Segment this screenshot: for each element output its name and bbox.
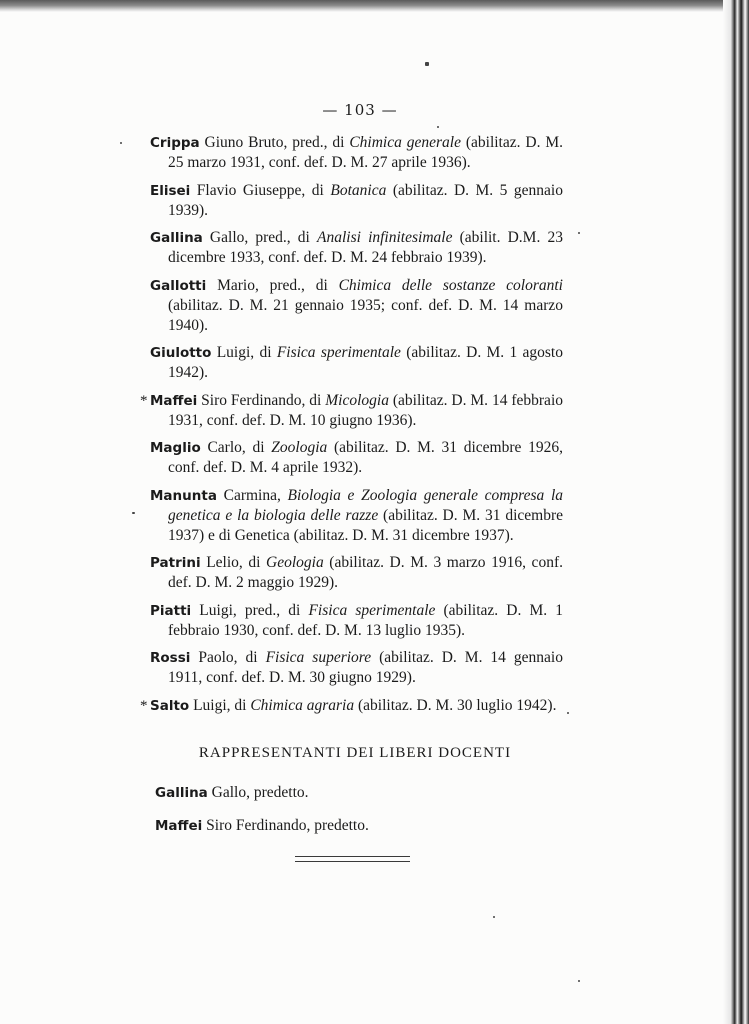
entry-details: Carlo, di: [200, 439, 272, 456]
ink-speck: [578, 232, 580, 234]
entry-subject: Fisica superiore: [265, 649, 372, 666]
entry-name: Rossi: [150, 650, 191, 666]
list-item: [150, 486, 563, 546]
entry-name: Manunta: [150, 487, 217, 504]
entry-subject: Zoologia: [271, 439, 328, 456]
entry-qualification: (abilitaz. D. M. 14 febbraio 1931, conf. def. D. M. 10 giugno 1936).: [168, 391, 563, 429]
list-item: [150, 343, 563, 383]
entry-subject: Geologia: [266, 554, 324, 571]
entry-qualification: (abilitaz. D. M. 14 gennaio 1911, conf. def. D. M. 30 giugno 1929).: [168, 649, 563, 686]
entry-name: Gallotti: [150, 277, 207, 294]
list-item: [140, 391, 563, 431]
entry-subject: Chimica delle sostanze coloranti: [338, 276, 563, 294]
entry-subject: Fisica sperimentale: [276, 344, 401, 361]
entry-subject: Botanica: [330, 181, 387, 199]
entry-qualification: (abilitaz. D. M. 5 gennaio 1939).: [168, 181, 563, 219]
list-item: [150, 601, 563, 641]
entry-details: Gallo, pred., di: [202, 229, 318, 246]
closing-double-rule: [295, 856, 410, 862]
list-item: [150, 276, 563, 336]
list-item: [150, 648, 563, 688]
entry-qualification: (abilitaz. D. M. 31 dicembre 1926, conf. def. D. M. 4 aprile 1932).: [168, 439, 563, 476]
entry-details: Flavio Giuseppe, di: [190, 181, 331, 199]
list-item: [150, 553, 563, 593]
rep-name: Gallina: [155, 785, 208, 801]
entry-qualification: (abilitaz. D. M. 30 luglio 1942).: [354, 696, 557, 714]
entry-subject: Chimica agraria: [250, 696, 355, 714]
rep-name: Maffei: [155, 818, 203, 834]
rep-details: Gallo, predetto.: [207, 784, 309, 801]
entry-qualification: (abilitaz. D. M. 3 marzo 1916, conf. def. D. M. 2 maggio 1929).: [168, 554, 563, 591]
entry-name: Maffei: [150, 392, 198, 409]
entry-name: Gallina: [150, 230, 203, 246]
entry-qualification: (abilitaz. D. M. 31 dicembre 1937) e di Genetica (abilitaz. D. M. 31 dicembre 1937).: [168, 506, 563, 544]
entry-subject: Chimica generale: [349, 134, 461, 151]
list-item: [140, 696, 563, 716]
entry-details: Paolo, di: [190, 649, 266, 666]
list-item: [155, 783, 555, 803]
entry-qualification: (abilitaz. D. M. 21 gennaio 1935; conf. def. D. M. 14 marzo 1940).: [168, 296, 563, 334]
asterisk-marker: *: [140, 392, 148, 409]
list-item: [155, 816, 555, 836]
entry-details: Luigi, di: [211, 344, 277, 361]
representatives-list: [155, 783, 555, 849]
entry-name: Patrini: [150, 555, 201, 571]
entry-details: Lelio, di: [200, 554, 267, 571]
page-number: — 103 —: [322, 101, 398, 119]
scan-top-edge: [0, 0, 749, 12]
entry-details: Giuno Bruto, pred., di: [199, 134, 350, 151]
list-item: [150, 228, 563, 268]
entry-qualification: (abilitaz. D. M. 1 agosto 1942).: [168, 344, 563, 381]
rep-details: Siro Ferdinando, predetto.: [202, 817, 369, 834]
ink-speck: [567, 712, 569, 714]
entry-name: Salto: [150, 697, 190, 714]
entry-details: Mario, pred., di: [206, 276, 339, 294]
book-spine-edge: [723, 0, 749, 1024]
entry-name: Maglio: [150, 440, 201, 456]
ink-speck: [425, 62, 429, 66]
ink-speck: [578, 980, 580, 982]
entry-details: Luigi, di: [189, 696, 251, 714]
entry-subject: Fisica sperimentale: [308, 601, 436, 619]
entry-subject: Analisi infinitesimale: [317, 229, 453, 246]
entry-name: Giulotto: [150, 345, 212, 361]
entry-details: Carmina,: [216, 486, 288, 504]
ink-speck: [493, 916, 495, 918]
list-item: [150, 133, 563, 173]
docenti-list: [140, 133, 563, 723]
ink-speck: [132, 512, 135, 514]
entry-qualification: (abilit. D.M. 23 dicembre 1933, conf. def. D. M. 24 febbraio 1939).: [168, 229, 563, 266]
entry-name: Crippa: [150, 135, 200, 151]
entry-subject: Micologia: [325, 391, 389, 409]
entry-name: Elisei: [150, 182, 191, 199]
list-item: [150, 438, 563, 478]
asterisk-marker: *: [140, 697, 148, 714]
ink-speck: [120, 142, 122, 144]
entry-name: Piatti: [150, 602, 192, 619]
entry-subject: Biologia e Zoologia generale compresa la genetica e la biologia delle razze: [168, 486, 563, 524]
entry-details: Luigi, pred., di: [191, 601, 309, 619]
entry-qualification: (abilitaz. D. M. 1 febbraio 1930, conf. def. D. M. 13 luglio 1935).: [168, 601, 563, 639]
list-item: [150, 181, 563, 221]
section-title: RAPPRESENTANTI DEI LIBERI DOCENTI: [198, 745, 512, 761]
entry-qualification: (abilitaz. D. M. 25 marzo 1931, conf. def. D. M. 27 aprile 1936).: [168, 134, 563, 171]
entry-details: Siro Ferdinando, di: [197, 391, 326, 409]
ink-speck: [437, 126, 439, 128]
